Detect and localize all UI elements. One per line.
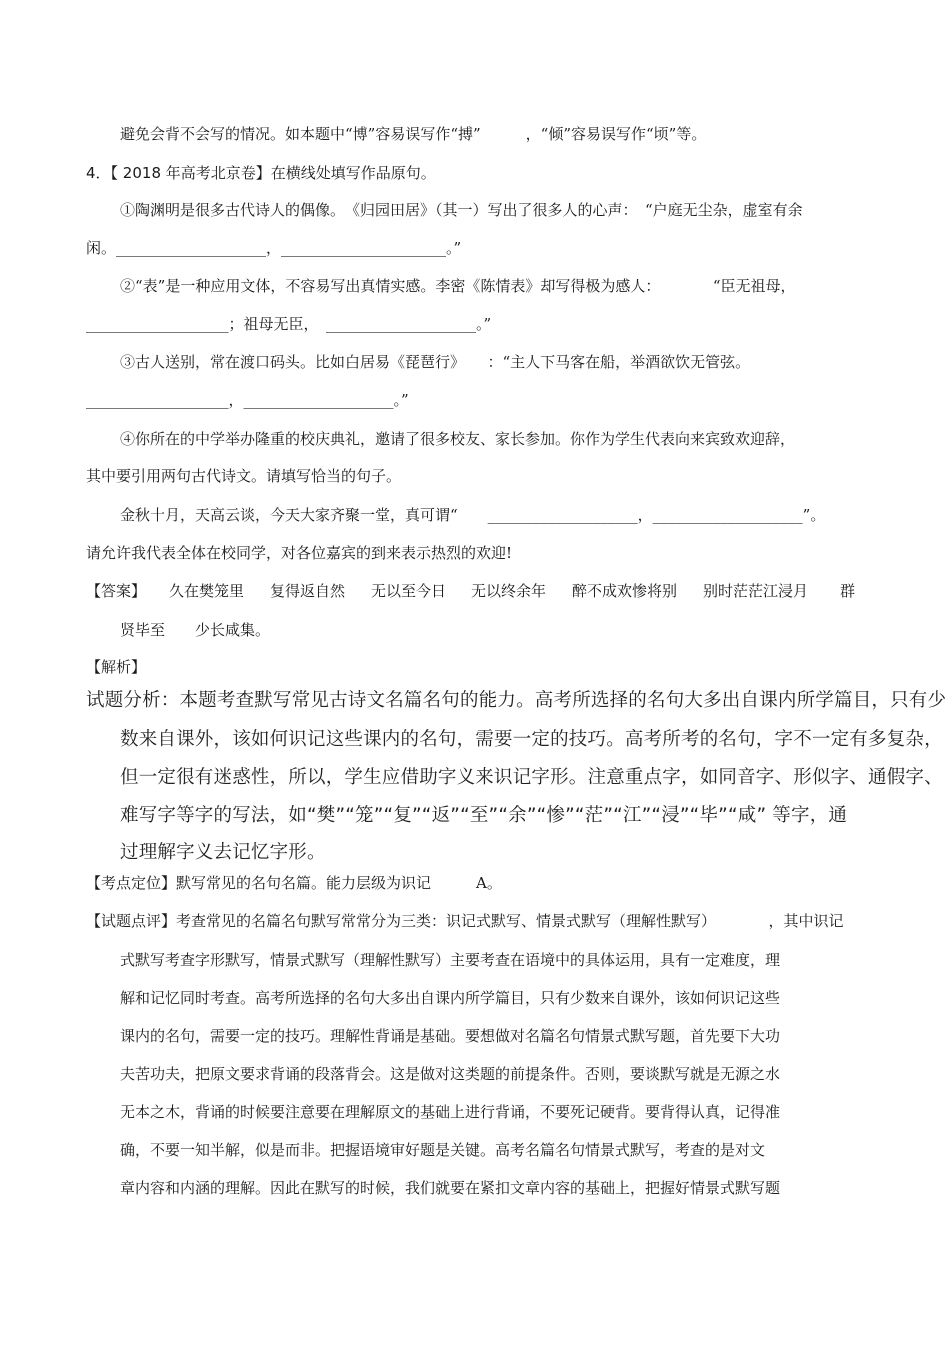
fill-blank-line: ___________________；祖母无臣， ____________________。”	[86, 315, 492, 333]
text-line: ①陶渊明是很多古代诗人的偶像。 《归园田居》（其一）写出了很多人的心声： “户庭无尘杂，虚室有余	[120, 201, 803, 219]
fill-blank-line: 闲。____________________，______________________。”	[86, 239, 462, 257]
analysis-text: 数来自课外，该如何识记这些课内的名句，需要一定的技巧。高考所考的名句，字不一定有多复杂，	[120, 729, 943, 750]
answer-label: 【答案】	[86, 582, 147, 600]
analysis-text: 难写字等字的写法，如“樊”“笼”“复”“返”“至”“余”“惨”“茫”“江”“浸”“毕”“咸” 等字，通	[120, 805, 848, 826]
text-line: 避免会背不会写的情况。如本题中“博”容易误写作“搏” ，“倾”容易误写作“顷”等。	[120, 125, 707, 143]
answer-row	[86, 580, 866, 602]
text-line: ②“表”是一种应用文体，不容易写出真情实感。李密《陈情表》却写得极为感人： “臣无祖母，	[120, 277, 796, 295]
text-line: 请允许我代表全体在校同学，对各位嘉宾的到来表示热烈的欢迎!	[86, 544, 513, 562]
comment-text: 章内容和内涵的理解。因此在默写的时候，我们就要在紧扣文章内容的基础上，把握好情景式默写题	[120, 1179, 781, 1197]
answer-item: 无以至今日	[371, 582, 447, 600]
comment-text: 夫苦功夫，把原文要求背诵的段落背会。这是做对这类题的前提条件。否则，要谈默写就是无源之水	[120, 1065, 781, 1083]
answer-item: 醉不成欢惨将别	[572, 582, 678, 600]
comment-text: 确，不要一知半解，似是而非。把握语境审好题是关键。高考名篇名句情景式默写，考查的是对文	[120, 1141, 766, 1159]
analysis-text: 试题分析：本题考查默写常见古诗文名篇名句的能力。高考所选择的名句大多出自课内所学篇目，只有少	[86, 690, 947, 711]
text-line: ④你所在的中学举办隆重的校庆典礼，邀请了很多校友、家长参加。你作为学生代表向来宾致欢迎辞，	[120, 430, 796, 448]
answer-continuation: 贤毕至 少长咸集。	[120, 621, 271, 639]
answer-item: 群	[840, 582, 856, 600]
comment-text: 【试题点评】考查常见的名篇名句默写常常分为三类：识记式默写、情景式默写（理解性默写） ，其中识记	[86, 912, 844, 930]
analysis-text: 过理解字义去记忆字形。	[120, 842, 326, 863]
analysis-label: 【解析】	[86, 658, 147, 676]
comment-text: 无本之木，背诵的时候要注意要在理解原文的基础上进行背诵，不要死记硬背。要背得认真，记得准	[120, 1103, 781, 1121]
answer-item: 无以终余年	[471, 582, 547, 600]
text-line: ③古人送别，常在渡口码头。比如白居易《琵琶行》 ：“主人下马客在船，举酒欲饮无管弦。	[120, 353, 751, 371]
key-point: 【考点定位】默写常见的名句名篇。能力层级为识记 A。	[86, 874, 502, 892]
answer-item: 久在樊笼里	[169, 582, 245, 600]
analysis-text: 但一定很有迷惑性，所以，学生应借助字义来识记字形。注意重点字，如同音字、形似字、通假字、	[120, 767, 943, 788]
comment-text: 课内的名句，需要一定的技巧。理解性背诵是基础。要想做对名篇名句情景式默写题，首先要下大功	[120, 1027, 781, 1045]
comment-text: 解和记忆同时考查。高考所选择的名句大多出自课内所学篇目，只有少数来自课外，该如何识记这些	[120, 989, 781, 1007]
answer-item: 别时茫茫江浸月	[703, 582, 809, 600]
fill-blank-line: 金秋十月，天高云谈，今天大家齐聚一堂，真可谓“ ____________________，____________________”。	[120, 506, 826, 524]
answer-item: 复得返自然	[270, 582, 346, 600]
comment-text: 式默写考查字形默写，情景式默写（理解性默写）主要考查在语境中的具体运用，具有一定难度，理	[120, 951, 781, 969]
text-line: 其中要引用两句古代诗文。请填写恰当的句子。	[86, 467, 402, 485]
fill-blank-line: ___________________，____________________。”	[86, 391, 409, 409]
question-4-heading: 4．【 2018 年高考北京卷】在横线处填写作品原句。	[86, 164, 436, 182]
